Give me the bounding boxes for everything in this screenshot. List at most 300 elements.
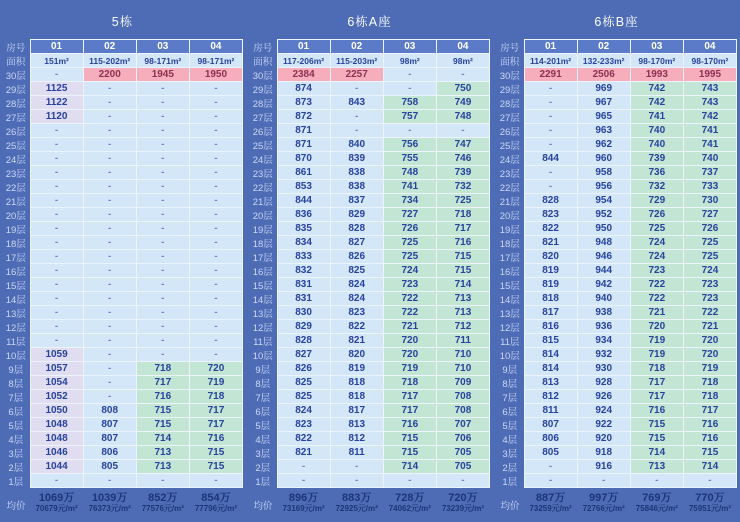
floor-label: 29层 bbox=[499, 84, 520, 96]
price-cell: 820 bbox=[330, 348, 383, 362]
floor-label: 25层 bbox=[5, 140, 26, 152]
avg-unit-price: 72766元/m² bbox=[582, 504, 625, 513]
price-cell: - bbox=[189, 236, 242, 250]
price-cell: 741 bbox=[683, 138, 736, 152]
avg-unit-price: 73169元/m² bbox=[282, 504, 325, 513]
price-cell: - bbox=[136, 222, 189, 236]
price-cell: 718 bbox=[136, 362, 189, 376]
column-header: 04 bbox=[683, 40, 736, 54]
price-cell: 822 bbox=[330, 320, 383, 334]
price-table bbox=[249, 39, 490, 522]
price-cell: 827 bbox=[330, 236, 383, 250]
price-cell: 726 bbox=[630, 208, 683, 222]
price-cell: - bbox=[83, 292, 136, 306]
avg-total: 728万 bbox=[395, 492, 425, 504]
room-no-label: 房号 bbox=[500, 42, 520, 54]
area-cell: 98-171m² bbox=[189, 54, 242, 68]
price-cell: 837 bbox=[330, 194, 383, 208]
floor-label: 4层 bbox=[8, 434, 24, 446]
price-cell: 722 bbox=[683, 306, 736, 320]
price-cell: - bbox=[189, 152, 242, 166]
price-cell: - bbox=[330, 474, 383, 488]
area-cell: 115-202m² bbox=[83, 54, 136, 68]
price-cell: 952 bbox=[577, 208, 630, 222]
price-cell: 740 bbox=[630, 124, 683, 138]
avg-total: 883万 bbox=[342, 492, 372, 504]
floor-row bbox=[496, 208, 737, 222]
price-cell: 839 bbox=[330, 152, 383, 166]
price-cell: 835 bbox=[277, 222, 330, 236]
room-no-label: 房号 bbox=[6, 42, 26, 54]
price-cell: - bbox=[189, 124, 242, 138]
avg-price-row bbox=[2, 488, 243, 522]
price-cell: - bbox=[136, 278, 189, 292]
price-cell: 831 bbox=[277, 278, 330, 292]
column-header: 02 bbox=[330, 40, 383, 54]
area-row bbox=[496, 54, 737, 68]
floor-row bbox=[249, 432, 490, 446]
price-cell: 1057 bbox=[30, 362, 83, 376]
floor-label: 19层 bbox=[5, 224, 26, 236]
price-cell: 718 bbox=[383, 376, 436, 390]
price-cell: - bbox=[136, 166, 189, 180]
price-cell: 733 bbox=[683, 180, 736, 194]
floor-row bbox=[2, 334, 243, 348]
price-cell: - bbox=[524, 138, 577, 152]
floor-label: 30层 bbox=[499, 70, 520, 82]
floor-label: 21层 bbox=[5, 196, 26, 208]
price-cell: 715 bbox=[683, 446, 736, 460]
price-cell: 715 bbox=[189, 460, 242, 474]
price-cell: 725 bbox=[436, 194, 489, 208]
price-cell: - bbox=[30, 152, 83, 166]
price-cell: 918 bbox=[577, 446, 630, 460]
floor-row bbox=[249, 306, 490, 320]
floor-label: 29层 bbox=[5, 84, 26, 96]
price-cell: - bbox=[30, 68, 83, 82]
floor-label: 28层 bbox=[499, 98, 520, 110]
column-header: 03 bbox=[630, 40, 683, 54]
price-cell: 717 bbox=[136, 376, 189, 390]
floor-row bbox=[496, 166, 737, 180]
price-cell: - bbox=[136, 124, 189, 138]
floor-row bbox=[496, 236, 737, 250]
floor-label: 1层 bbox=[502, 476, 518, 488]
price-cell: 705 bbox=[436, 446, 489, 460]
price-cell: - bbox=[136, 474, 189, 488]
price-cell: 747 bbox=[436, 138, 489, 152]
price-cell: 720 bbox=[630, 320, 683, 334]
price-cell: - bbox=[330, 460, 383, 474]
floor-row bbox=[2, 474, 243, 488]
price-cell: 724 bbox=[630, 250, 683, 264]
price-cell: 807 bbox=[524, 418, 577, 432]
floor-row bbox=[2, 320, 243, 334]
price-cell: 732 bbox=[630, 180, 683, 194]
price-cell: - bbox=[189, 348, 242, 362]
price-cell: 1052 bbox=[30, 390, 83, 404]
price-cell: 740 bbox=[683, 152, 736, 166]
floor-row bbox=[2, 208, 243, 222]
price-cell: - bbox=[136, 96, 189, 110]
floor-label: 13层 bbox=[252, 308, 273, 320]
price-cell: 707 bbox=[436, 418, 489, 432]
floor-label: 25层 bbox=[252, 140, 273, 152]
price-cell: 871 bbox=[277, 124, 330, 138]
price-cell: 821 bbox=[277, 446, 330, 460]
price-cell: - bbox=[83, 250, 136, 264]
price-cell: 705 bbox=[436, 460, 489, 474]
price-cell: - bbox=[30, 194, 83, 208]
floor-label: 6层 bbox=[8, 406, 24, 418]
price-cell: 948 bbox=[577, 236, 630, 250]
price-cell: 817 bbox=[330, 404, 383, 418]
price-cell: - bbox=[136, 250, 189, 264]
price-cell: 844 bbox=[277, 194, 330, 208]
price-cell: 920 bbox=[577, 432, 630, 446]
floor-label: 15层 bbox=[5, 280, 26, 292]
floor-label: 4层 bbox=[502, 434, 518, 446]
price-cell: 719 bbox=[683, 362, 736, 376]
price-cell: - bbox=[189, 96, 242, 110]
avg-total: 852万 bbox=[148, 492, 178, 504]
price-cell: 824 bbox=[277, 404, 330, 418]
avg-price-row bbox=[496, 488, 737, 522]
floor-label: 8层 bbox=[255, 378, 271, 390]
price-cell: - bbox=[30, 264, 83, 278]
floor-row bbox=[496, 418, 737, 432]
price-cell: 732 bbox=[436, 180, 489, 194]
floor-label: 8层 bbox=[502, 378, 518, 390]
floor-row bbox=[249, 110, 490, 124]
price-cell: 820 bbox=[524, 250, 577, 264]
price-cell: 819 bbox=[524, 264, 577, 278]
price-cell: 716 bbox=[189, 432, 242, 446]
price-cell: 739 bbox=[630, 152, 683, 166]
price-cell: 815 bbox=[524, 334, 577, 348]
price-cell: 724 bbox=[383, 264, 436, 278]
price-cell: 1048 bbox=[30, 418, 83, 432]
price-cell: 926 bbox=[577, 390, 630, 404]
floor-label: 8层 bbox=[8, 378, 24, 390]
column-header: 04 bbox=[189, 40, 242, 54]
price-cell: - bbox=[277, 474, 330, 488]
price-cell: - bbox=[83, 110, 136, 124]
price-table bbox=[2, 39, 243, 522]
floor-row bbox=[2, 432, 243, 446]
price-cell: 706 bbox=[436, 432, 489, 446]
price-cell: 715 bbox=[436, 264, 489, 278]
price-cell: 748 bbox=[383, 166, 436, 180]
column-header: 04 bbox=[436, 40, 489, 54]
price-cell: 871 bbox=[277, 138, 330, 152]
floor-row bbox=[249, 68, 490, 82]
floor-label: 22层 bbox=[499, 182, 520, 194]
price-cell: 726 bbox=[383, 222, 436, 236]
price-cell: 716 bbox=[683, 432, 736, 446]
avg-price-cell bbox=[436, 488, 489, 522]
price-cell: - bbox=[83, 124, 136, 138]
floor-row bbox=[496, 376, 737, 390]
price-cell: 721 bbox=[383, 320, 436, 334]
floor-row bbox=[249, 292, 490, 306]
floor-row bbox=[2, 138, 243, 152]
price-cell: 838 bbox=[330, 166, 383, 180]
avg-price-cell bbox=[630, 488, 683, 522]
price-cell: 716 bbox=[136, 390, 189, 404]
price-cell: 924 bbox=[577, 404, 630, 418]
floor-row bbox=[496, 110, 737, 124]
floor-row bbox=[2, 236, 243, 250]
price-cell: 725 bbox=[630, 222, 683, 236]
price-cell: - bbox=[436, 474, 489, 488]
floor-label: 28层 bbox=[252, 98, 273, 110]
floor-row bbox=[496, 446, 737, 460]
price-cell: 718 bbox=[630, 362, 683, 376]
price-cell: 833 bbox=[277, 250, 330, 264]
floor-row bbox=[249, 460, 490, 474]
floor-label: 10层 bbox=[5, 350, 26, 362]
floor-row bbox=[2, 264, 243, 278]
price-cell: 873 bbox=[277, 96, 330, 110]
building-board-6a bbox=[249, 5, 490, 522]
price-cell: 721 bbox=[630, 306, 683, 320]
floor-row bbox=[496, 334, 737, 348]
price-cell: 965 bbox=[577, 110, 630, 124]
price-cell: - bbox=[30, 166, 83, 180]
floor-row bbox=[249, 194, 490, 208]
price-cell: 817 bbox=[524, 306, 577, 320]
avg-unit-price: 73239元/m² bbox=[441, 504, 485, 513]
price-cell: 1993 bbox=[630, 68, 683, 82]
floor-label: 7层 bbox=[8, 392, 24, 404]
floor-row bbox=[249, 390, 490, 404]
floor-label: 20层 bbox=[499, 210, 520, 222]
floor-row bbox=[249, 418, 490, 432]
floor-label: 11层 bbox=[6, 336, 26, 348]
price-cell: 824 bbox=[330, 278, 383, 292]
floor-row bbox=[249, 376, 490, 390]
floor-row bbox=[496, 138, 737, 152]
price-cell: - bbox=[189, 264, 242, 278]
price-cell: 861 bbox=[277, 166, 330, 180]
price-cell: 716 bbox=[683, 418, 736, 432]
price-cell: 960 bbox=[577, 152, 630, 166]
price-cell: - bbox=[436, 124, 489, 138]
price-cell: - bbox=[189, 334, 242, 348]
floor-label: 10层 bbox=[499, 350, 520, 362]
area-cell: 98-170m² bbox=[683, 54, 736, 68]
price-cell: 714 bbox=[683, 460, 736, 474]
price-cell: 962 bbox=[577, 138, 630, 152]
floor-label: 5层 bbox=[255, 420, 271, 432]
price-cell: - bbox=[83, 320, 136, 334]
floor-row bbox=[496, 82, 737, 96]
price-cell: - bbox=[189, 110, 242, 124]
floor-row bbox=[496, 348, 737, 362]
price-cell: 853 bbox=[277, 180, 330, 194]
price-cell: 840 bbox=[330, 138, 383, 152]
floor-label: 14层 bbox=[252, 294, 273, 306]
floor-label: 21层 bbox=[499, 196, 520, 208]
price-cell: 954 bbox=[577, 194, 630, 208]
price-cell: 757 bbox=[383, 110, 436, 124]
floor-row bbox=[496, 390, 737, 404]
floor-row bbox=[249, 138, 490, 152]
avg-unit-price: 75951元/m² bbox=[688, 504, 732, 513]
floor-row bbox=[496, 320, 737, 334]
floor-row bbox=[2, 152, 243, 166]
column-header: 03 bbox=[383, 40, 436, 54]
price-cell: 729 bbox=[630, 194, 683, 208]
price-cell: - bbox=[30, 208, 83, 222]
area-row bbox=[2, 54, 243, 68]
price-cell: - bbox=[30, 292, 83, 306]
avg-total: 720万 bbox=[448, 492, 478, 504]
price-cell: 734 bbox=[383, 194, 436, 208]
price-cell: 958 bbox=[577, 166, 630, 180]
price-cell: - bbox=[30, 138, 83, 152]
floor-row bbox=[496, 474, 737, 488]
floor-row bbox=[496, 68, 737, 82]
price-cell: - bbox=[383, 68, 436, 82]
floor-label: 23层 bbox=[499, 168, 520, 180]
price-cell: 822 bbox=[524, 222, 577, 236]
avg-total: 887万 bbox=[535, 492, 566, 504]
price-cell: - bbox=[136, 194, 189, 208]
price-cell: 719 bbox=[383, 362, 436, 376]
floor-row bbox=[496, 404, 737, 418]
floor-row bbox=[496, 292, 737, 306]
price-cell: 713 bbox=[136, 460, 189, 474]
floor-label: 26层 bbox=[499, 126, 520, 138]
price-cell: 944 bbox=[577, 264, 630, 278]
building-title: 6栋B座 bbox=[594, 15, 639, 29]
price-cell: 2384 bbox=[277, 68, 330, 82]
avg-unit-price: 76373元/m² bbox=[88, 504, 131, 513]
price-cell: 936 bbox=[577, 320, 630, 334]
floor-row bbox=[2, 194, 243, 208]
price-cell: 814 bbox=[524, 362, 577, 376]
floor-label: 24层 bbox=[5, 154, 26, 166]
price-cell: - bbox=[524, 82, 577, 96]
floor-label: 28层 bbox=[5, 98, 26, 110]
price-cell: 838 bbox=[330, 180, 383, 194]
floor-label: 2层 bbox=[502, 462, 518, 474]
floor-row bbox=[2, 376, 243, 390]
price-cell: - bbox=[136, 180, 189, 194]
price-cell: 758 bbox=[383, 96, 436, 110]
price-cell: 828 bbox=[330, 222, 383, 236]
price-cell: 717 bbox=[189, 404, 242, 418]
price-cell: 829 bbox=[277, 320, 330, 334]
price-cell: 717 bbox=[383, 404, 436, 418]
price-cell: 1048 bbox=[30, 432, 83, 446]
price-cell: 722 bbox=[383, 292, 436, 306]
price-cell: 956 bbox=[577, 180, 630, 194]
price-cell: 710 bbox=[436, 348, 489, 362]
floor-label: 15层 bbox=[252, 280, 273, 292]
price-cell: 736 bbox=[630, 166, 683, 180]
floor-label: 5层 bbox=[502, 420, 518, 432]
floor-label: 24层 bbox=[499, 154, 520, 166]
price-cell: 824 bbox=[330, 292, 383, 306]
price-cell: - bbox=[524, 96, 577, 110]
price-cell: - bbox=[524, 110, 577, 124]
price-cell: 720 bbox=[383, 334, 436, 348]
price-cell: - bbox=[30, 474, 83, 488]
floor-row bbox=[249, 362, 490, 376]
price-cell: 708 bbox=[436, 404, 489, 418]
price-cell: 821 bbox=[330, 334, 383, 348]
avg-price-cell bbox=[30, 488, 83, 522]
price-cell: - bbox=[83, 334, 136, 348]
price-cell: 922 bbox=[577, 418, 630, 432]
price-cell: 740 bbox=[630, 138, 683, 152]
floor-label: 10层 bbox=[252, 350, 273, 362]
price-cell: - bbox=[83, 208, 136, 222]
price-cell: 819 bbox=[330, 362, 383, 376]
floor-row bbox=[2, 446, 243, 460]
price-cell: 928 bbox=[577, 376, 630, 390]
price-cell: 811 bbox=[524, 404, 577, 418]
floor-row bbox=[2, 166, 243, 180]
header-row bbox=[249, 40, 490, 54]
price-cell: 714 bbox=[136, 432, 189, 446]
avg-price-cell bbox=[683, 488, 736, 522]
floor-row bbox=[2, 460, 243, 474]
price-cell: 710 bbox=[436, 362, 489, 376]
price-cell: - bbox=[30, 180, 83, 194]
floor-label: 30层 bbox=[252, 70, 273, 82]
price-cell: 746 bbox=[436, 152, 489, 166]
floor-row bbox=[2, 124, 243, 138]
price-cell: 812 bbox=[524, 390, 577, 404]
price-cell: - bbox=[330, 82, 383, 96]
avg-price-cell bbox=[577, 488, 630, 522]
avg-total: 1069万 bbox=[38, 492, 75, 504]
floor-label: 11层 bbox=[500, 336, 520, 348]
header-row bbox=[496, 40, 737, 54]
price-cell: 2291 bbox=[524, 68, 577, 82]
floor-row bbox=[2, 362, 243, 376]
price-cell: - bbox=[83, 474, 136, 488]
floor-label: 22层 bbox=[252, 182, 273, 194]
floor-row bbox=[249, 474, 490, 488]
avg-price-cell bbox=[277, 488, 330, 522]
price-cell: 806 bbox=[83, 446, 136, 460]
price-cell: 713 bbox=[630, 460, 683, 474]
floor-row bbox=[249, 236, 490, 250]
price-cell: 934 bbox=[577, 334, 630, 348]
price-cell: 916 bbox=[577, 460, 630, 474]
price-cell: - bbox=[136, 208, 189, 222]
price-cell: 805 bbox=[524, 446, 577, 460]
price-cell: 818 bbox=[524, 292, 577, 306]
price-cell: 713 bbox=[136, 446, 189, 460]
floor-row bbox=[249, 166, 490, 180]
floor-label: 3层 bbox=[8, 448, 24, 460]
price-cell: - bbox=[524, 460, 577, 474]
price-cell: 721 bbox=[683, 320, 736, 334]
floor-row bbox=[249, 208, 490, 222]
price-cell: 938 bbox=[577, 306, 630, 320]
price-cell: 718 bbox=[683, 376, 736, 390]
price-cell: 818 bbox=[330, 376, 383, 390]
avg-price-row bbox=[249, 488, 490, 522]
price-cell: 819 bbox=[524, 278, 577, 292]
price-cell: - bbox=[189, 138, 242, 152]
